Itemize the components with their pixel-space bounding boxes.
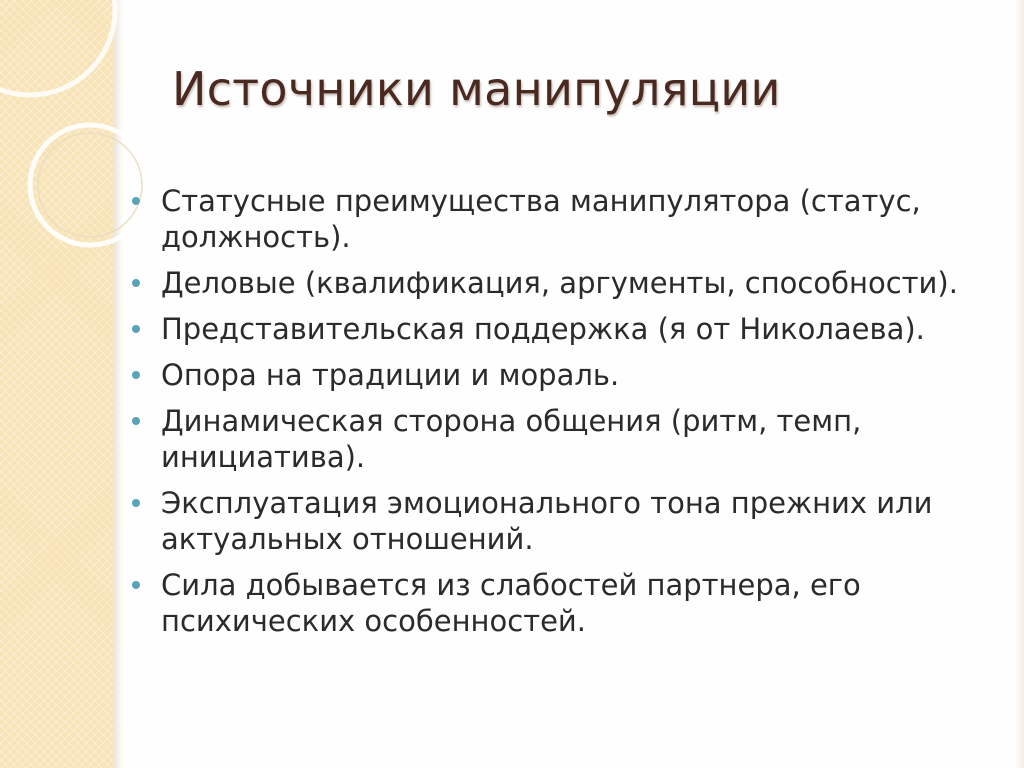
bullet-item	[130, 357, 990, 393]
bullet-dot-icon	[132, 197, 140, 205]
bullet-text: Сила добывается из слабостей партнера, его психических особенностей.	[161, 568, 861, 638]
bullet-dot-icon	[132, 417, 140, 425]
bullet-text: Динамическая сторона общения (ритм, темп, инициатива).	[161, 404, 862, 474]
bullet-text: Деловые (квалификация, аргументы, способности).	[161, 266, 958, 300]
bullet-dot-icon	[132, 499, 140, 507]
bullet-text: Эксплуатация эмоционального тона прежних или актуальных отношений.	[161, 486, 933, 556]
bullet-item	[130, 183, 990, 255]
bullet-text: Опора на традиции и мораль.	[161, 358, 620, 392]
slide-title: Источники манипуляции	[172, 62, 781, 116]
slide-right-edge	[1014, 0, 1024, 768]
bullet-item	[130, 311, 990, 347]
bullet-dot-icon	[132, 371, 140, 379]
bullet-item	[130, 567, 990, 639]
bullet-list	[130, 183, 990, 649]
bullet-item	[130, 485, 990, 557]
bullet-dot-icon	[132, 325, 140, 333]
bullet-dot-icon	[132, 279, 140, 287]
bullet-text: Представительская поддержка (я от Николаева).	[161, 312, 925, 346]
bullet-item	[130, 403, 990, 475]
bullet-item	[130, 265, 990, 301]
bullet-text: Статусные преимущества манипулятора (статус, должность).	[161, 184, 921, 254]
bullet-dot-icon	[132, 581, 140, 589]
